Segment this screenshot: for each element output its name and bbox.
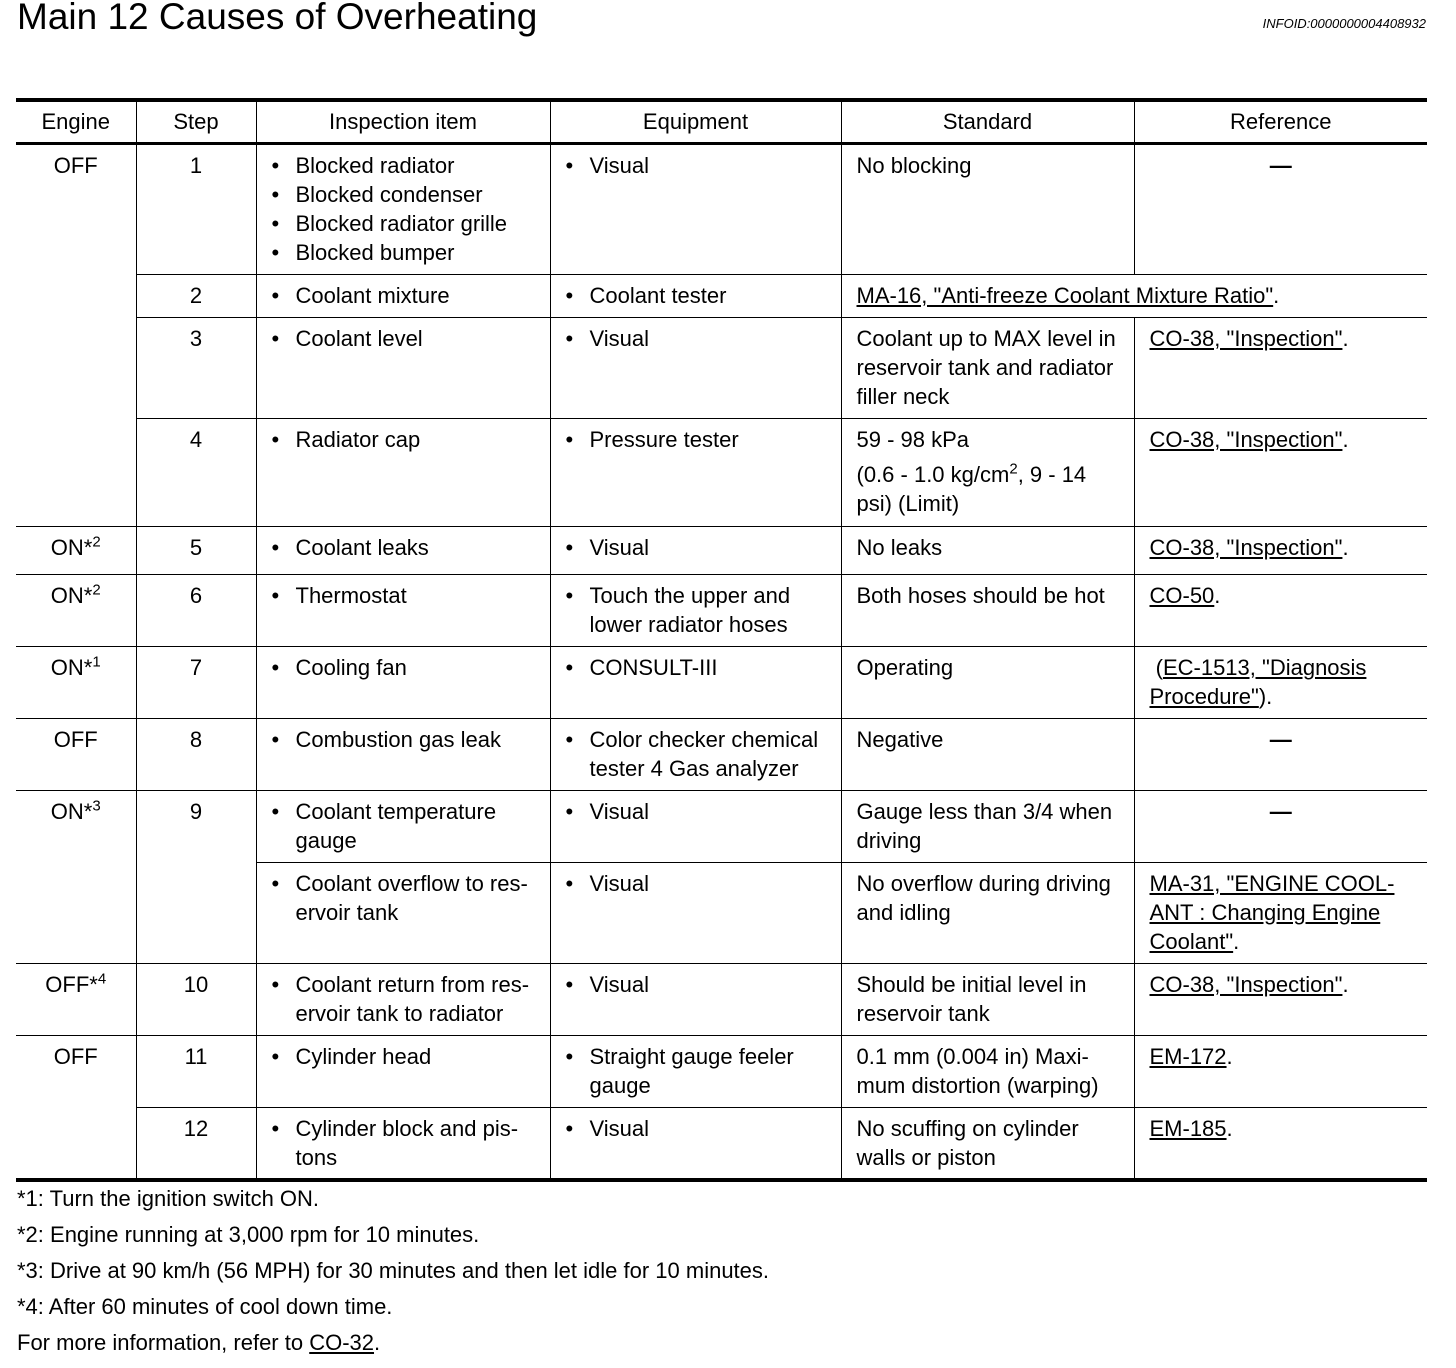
list-item: • Radiator cap: [272, 425, 542, 454]
step-cell: 10: [136, 964, 256, 1036]
reference-link[interactable]: CO-38, "Inspection": [1149, 972, 1343, 997]
footnote: *4: After 60 minutes of cool down time.: [17, 1294, 393, 1319]
step-cell: 12: [136, 1108, 256, 1181]
step-cell: 9: [136, 791, 256, 964]
standard-cell: Coolant up to MAX level in reservoir tank and radiator filler neck: [841, 318, 1134, 419]
standard-cell: 59 - 98 kPa (0.6 - 1.0 $kg/cm^2$, 9 - 14 psi) (Limit): [841, 419, 1134, 527]
step-cell: 1: [136, 144, 256, 275]
reference-cell: MA-16, "Anti-freeze Coolant Mixture Ratio".: [841, 275, 1427, 318]
table-row: [16, 318, 1427, 419]
list-item: • Visual: [566, 869, 833, 898]
no-reference-dash: —: [1269, 727, 1292, 752]
list-item: • Visual: [566, 970, 833, 999]
list-item: • CONSULT-III: [566, 653, 833, 682]
reference-cell: CO-38, "Inspection".: [1134, 964, 1427, 1036]
table-row: [16, 1036, 1427, 1108]
inspection-cell: [256, 863, 550, 964]
engine-cell: OFF: [16, 1036, 136, 1181]
col-header-standard: Standard: [841, 100, 1134, 144]
list-item: • Cylinder head: [272, 1042, 542, 1071]
step-cell: 3: [136, 318, 256, 419]
list-item: • Coolant tester: [566, 281, 833, 310]
inspection-cell: [256, 575, 550, 647]
list-item: • Cylinder block and pis-tons: [272, 1114, 542, 1172]
engine-cell: ON*$^3$: [16, 791, 136, 964]
reference-link[interactable]: CO-50: [1149, 583, 1215, 608]
inspection-cell: [256, 527, 550, 575]
engine-cell: OFF*$^4$: [16, 964, 136, 1036]
col-header-reference: Reference: [1134, 100, 1427, 144]
reference-link[interactable]: MA-16, "Anti-freeze Coolant Mixture Ratio": [856, 283, 1274, 308]
step-cell: 6: [136, 575, 256, 647]
standard-cell: Operating: [841, 647, 1134, 719]
step-cell: 11: [136, 1036, 256, 1108]
list-item: • Visual: [566, 1114, 833, 1143]
footnote: *1: Turn the ignition switch ON.: [17, 1186, 320, 1211]
footnote: *2: Engine running at 3,000 rpm for 10 minutes.: [17, 1222, 480, 1247]
step-cell: 7: [136, 647, 256, 719]
standard-cell: No scuffing on cylinder walls or piston: [841, 1108, 1134, 1181]
list-item: • Coolant overflow to res-ervoir tank: [272, 869, 542, 927]
reference-link[interactable]: CO-38, "Inspection": [1149, 535, 1343, 560]
equipment-cell: [550, 575, 841, 647]
table-row: [16, 575, 1427, 647]
list-item: • Visual: [566, 151, 833, 180]
engine-cell: ON*$^2$: [16, 575, 136, 647]
list-item: • Visual: [566, 324, 833, 353]
page-title: Main 12 Causes of Overheating: [17, 0, 538, 37]
engine-cell: OFF: [16, 719, 136, 791]
overheating-causes-table: [16, 98, 1427, 1182]
equipment-cell: [550, 719, 841, 791]
list-item: • Thermostat: [272, 581, 542, 610]
engine-cell: ON*$^2$: [16, 527, 136, 575]
inspection-cell: [256, 964, 550, 1036]
list-item: • Visual: [566, 797, 833, 826]
equipment-cell: [550, 318, 841, 419]
table-row: [16, 719, 1427, 791]
reference-cell: CO-38, "Inspection".: [1134, 527, 1427, 575]
table-row: [16, 275, 1427, 318]
equipment-cell: [550, 1036, 841, 1108]
table-row: [16, 419, 1427, 527]
step-cell: 5: [136, 527, 256, 575]
standard-cell: Negative: [841, 719, 1134, 791]
more-info-link[interactable]: CO-32: [309, 1330, 375, 1355]
step-cell: 4: [136, 419, 256, 527]
reference-cell: [1134, 719, 1427, 791]
footnotes: [17, 1186, 769, 1366]
col-header-inspection: Inspection item: [256, 100, 550, 144]
equipment-cell: [550, 527, 841, 575]
inspection-cell: [256, 144, 550, 275]
equipment-cell: [550, 419, 841, 527]
no-reference-dash: —: [1269, 153, 1292, 178]
list-item: • Coolant mixture: [272, 281, 542, 310]
standard-cell: No leaks: [841, 527, 1134, 575]
list-item: • Blocked radiator grille: [272, 209, 542, 238]
reference-link[interactable]: CO-38, "Inspection": [1149, 326, 1343, 351]
standard-cell: Both hoses should be hot: [841, 575, 1134, 647]
standard-cell: 0.1 mm (0.004 in) Maxi-mum distortion (warping): [841, 1036, 1134, 1108]
reference-link[interactable]: CO-38, "Inspection": [1149, 427, 1343, 452]
col-header-step: Step: [136, 100, 256, 144]
inspection-cell: [256, 1036, 550, 1108]
col-header-engine: Engine: [16, 100, 136, 144]
inspection-cell: [256, 275, 550, 318]
reference-link[interactable]: MA-31, "ENGINE COOL-ANT : Changing Engine Coolant": [1149, 871, 1395, 954]
list-item: • Coolant leaks: [272, 533, 542, 562]
step-cell: 2: [136, 275, 256, 318]
reference-link[interactable]: EM-172: [1149, 1044, 1227, 1069]
list-item: • Pressure tester: [566, 425, 833, 454]
list-item: • Cooling fan: [272, 653, 542, 682]
list-item: • Straight gauge feeler gauge: [566, 1042, 833, 1100]
list-item: • Color checker chemical tester 4 Gas analyzer: [566, 725, 833, 783]
inspection-cell: [256, 318, 550, 419]
standard-cell: Should be initial level in reservoir tank: [841, 964, 1134, 1036]
list-item: • Blocked radiator: [272, 151, 542, 180]
standard-cell: Gauge less than 3/4 when driving: [841, 791, 1134, 863]
reference-cell: [1134, 144, 1427, 275]
equipment-cell: [550, 647, 841, 719]
table-header-row: [16, 100, 1427, 144]
list-item: • Blocked bumper: [272, 238, 542, 267]
standard-cell: No overflow during driving and idling: [841, 863, 1134, 964]
standard-cell: No blocking: [841, 144, 1134, 275]
list-item: • Combustion gas leak: [272, 725, 542, 754]
engine-cell: ON*$^1$: [16, 647, 136, 719]
reference-cell: CO-50.: [1134, 575, 1427, 647]
equipment-cell: [550, 144, 841, 275]
inspection-cell: [256, 1108, 550, 1181]
list-item: • Coolant level: [272, 324, 542, 353]
table-row: [16, 647, 1427, 719]
reference-link[interactable]: EC-1513, "Diagnosis Procedure": [1149, 655, 1367, 709]
reference-cell: EM-185.: [1134, 1108, 1427, 1181]
list-item: • Visual: [566, 533, 833, 562]
table-row: [16, 1108, 1427, 1181]
no-reference-dash: —: [1269, 799, 1292, 824]
table-row: [16, 964, 1427, 1036]
inspection-cell: [256, 647, 550, 719]
col-header-equipment: Equipment: [550, 100, 841, 144]
engine-cell: OFF: [16, 144, 136, 527]
equipment-cell: [550, 964, 841, 1036]
equipment-cell: [550, 791, 841, 863]
reference-cell: (EC-1513, "Diagnosis Procedure").: [1134, 647, 1427, 719]
reference-cell: CO-38, "Inspection".: [1134, 419, 1427, 527]
reference-cell: MA-31, "ENGINE COOL-ANT : Changing Engine Coolant".: [1134, 863, 1427, 964]
table-row: [16, 791, 1427, 863]
list-item: • Touch the upper and lower radiator hoses: [566, 581, 833, 639]
list-item: • Blocked condenser: [272, 180, 542, 209]
inspection-cell: [256, 419, 550, 527]
reference-cell: CO-38, "Inspection".: [1134, 318, 1427, 419]
inspection-cell: [256, 719, 550, 791]
equipment-cell: [550, 1108, 841, 1181]
list-item: • Coolant temperature gauge: [272, 797, 542, 855]
reference-link[interactable]: EM-185: [1149, 1116, 1227, 1141]
table-row: [16, 527, 1427, 575]
list-item: • Coolant return from res-ervoir tank to radiator: [272, 970, 542, 1028]
info-id: INFOID:0000000004408932: [1262, 16, 1426, 31]
equipment-cell: [550, 275, 841, 318]
table-row: [16, 144, 1427, 275]
footnote: *3: Drive at 90 km/h (56 MPH) for 30 minutes and then let idle for 10 minutes.: [17, 1258, 770, 1283]
more-info-line: For more information, refer to CO-32.: [17, 1330, 381, 1355]
reference-cell: EM-172.: [1134, 1036, 1427, 1108]
equipment-cell: [550, 863, 841, 964]
step-cell: 8: [136, 719, 256, 791]
inspection-cell: [256, 791, 550, 863]
reference-cell: [1134, 791, 1427, 863]
